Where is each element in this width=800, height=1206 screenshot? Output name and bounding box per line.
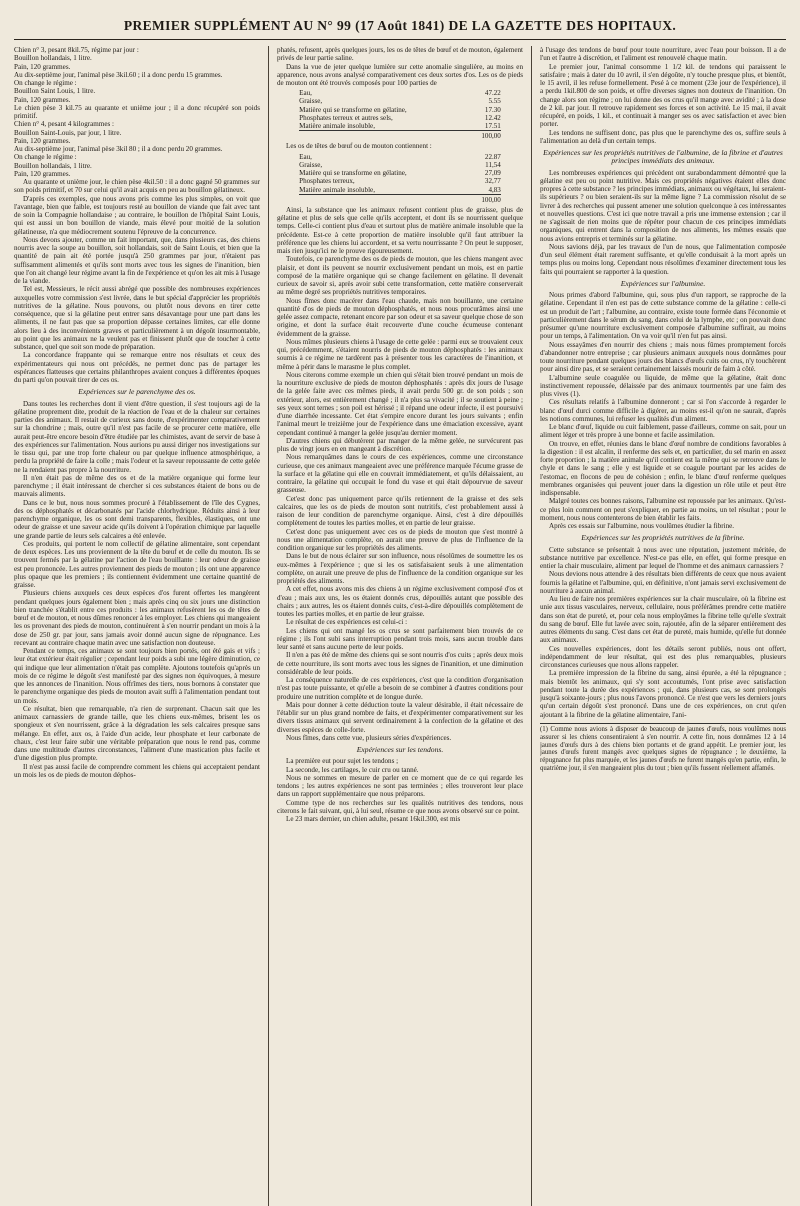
total-label-cell (299, 194, 470, 204)
component-value: 17.30 (484, 105, 501, 114)
columns (14, 40, 786, 1206)
component-label: Graisse, (299, 160, 323, 169)
paragraph: Nous fîmes donc macérer dans l'eau chaude, mais non bouillante, une certaine quantité d'os de pieds de mouton déphosphatés, et nous nous procurâmes ainsi une gelée assez compacte, retenant encore par son odeur et sa saveur quelque chose de son origine, et dont la surface était recouverte d'une couche écumeuse contenant évidemment de la graisse. (277, 296, 523, 338)
paragraph: phatés, refusent, après quelques jours, les os de têtes de bœuf et de mouton, également privés de leur partie saline. (277, 46, 523, 63)
component-value: 27,09 (484, 169, 501, 178)
paragraph: Nous savions déjà, par les travaux de l'un de nous, que l'alimentation composée d'un seul élément était rarement suffisante, et qu'elle conduisait à la mort après un temps plus ou moins long. Cependant nous résolûmes d'examiner directement tous les faits qui pourraient se rapporter à la question. (540, 242, 786, 276)
column-1 (14, 46, 260, 1206)
component-label: Eau, (299, 152, 312, 161)
table-row (299, 161, 501, 169)
component-value: 47.22 (484, 89, 501, 98)
total-value: 100,00 (470, 131, 501, 141)
component-label: Graisse, (299, 97, 323, 106)
table-row (299, 122, 501, 131)
table-row (299, 89, 501, 97)
paragraph: Il n'en était pas de même des os et de la matière organique qui forme leur parenchyme ; il était intéressant de chercher si ces substances étaient de bons ou de mauvais aliments. (14, 473, 260, 499)
component-label: Matière qui se transforme en gélatine, (299, 105, 407, 114)
paragraph: L'albumine seule coagulée ou liquide, de même que la gélatine, était donc instinctivement repoussée, délaissée par des animaux tourmentés par une faim des plus vives (1). (540, 373, 786, 398)
paragraph: Malgré toutes ces bonnes raisons, l'albumine est repoussée par les animaux. Qu'est-ce plus loin comment on peut s'expliquer, en partie au moins, un tel résultat ; pour le moment, nous nous contenterons de bien établir les faits. (540, 497, 786, 522)
column-3 (540, 46, 786, 1206)
paragraph: Au lieu de faire nos premières expériences sur la chair musculaire, où la fibrine est unie aux tissus vasculaires, nerveux, cellulaire, nous préférâmes prendre cette matière dans son état de pureté, et, pour cela nous employâmes la fibrine telle qu'elle s'extrait du sang de bœuf. Elle fut lavée avec soin, rajoutée, afin de la séparer entièrement des autres éléments du sang. C'est dans cet état de pureté, mais humide, qu'elle fut donnée aux animaux. (540, 595, 786, 645)
paragraph: Dans le but de nous éclairer sur son influence, nous résolûmes de soumettre les os eux-mêmes à l'expérience ; que si les os satisfaisaient seuls à une alimentation complète, on aurait une preuve de plus de l'influence de la condition organique sur les propriétés des aliments. (277, 552, 523, 586)
component-value: 11,54 (485, 160, 501, 169)
paragraph: Nous devons ajouter, comme un fait important, que, dans plusieurs cas, des chiens nourris avec la soupe au bouillon, soit hollandais, soit de Saint Louis, et bien que la quantité de pain ait été portée jusqu'à 250 grammes par jour, n'étaient pas suffisamment alimentés et qu'ils sont morts avec tous les signes de l'inanition, bien que l'on ait changé leur régime avant la fin de l'expérience et qu'on les ait mis à l'usage de la viande. (14, 235, 260, 285)
paragraph: Les chiens qui ont mangé les os crus se sont parfaitement bien trouvés de ce régime ; ils l'ont subi sans interruption pendant trois mois, sans aucun trouble dans leur santé et sans aucune perte de leur poids. (277, 626, 523, 652)
component-value: 17.51 (484, 122, 501, 131)
table-total-row (299, 131, 501, 141)
paragraph: Mais pour donner à cette déduction toute la valeur désirable, il était nécessaire de l'établir sur un plus grand nombre de faits, et d'expérimenter comparativement sur les divers tissus animaux qui servent ordinairement à la confection de la gélatine et des diverses espèces de colle-forte. (277, 700, 523, 734)
paragraph: Ces nouvelles expériences, dont les détails seront publiés, nous ont offert, indépendamment de leur résultat, qui est des plus remarquables, plusieurs circonstances curieuses que nous allons rappeler. (540, 644, 786, 669)
component-value: 32,77 (484, 177, 501, 186)
paragraph: Le 23 mars dernier, un chien adulte, pesant 16kil.300, est mis (286, 815, 461, 824)
column-3-body (540, 46, 786, 719)
paragraph: A cet effet, nous avons mis des chiens à un régime exclusivement composé d'os et d'eau ; mais aux uns, les os étaient donnés crus, dépouillés autant que possible des chairs ; aux autres, les os étaient donnés cuits, c'est-à-dire dépouillés complètement de toutes les parties molles, et en partie de leur graisse. (277, 585, 523, 619)
table-total-row (299, 194, 501, 204)
component-label: Matière qui se transforme en gélatine, (299, 169, 407, 178)
paragraph: Pain, 120 grammes. (14, 95, 71, 104)
total-label-cell (299, 131, 470, 141)
component-label: Phosphates terreux et autres sels, (299, 113, 393, 122)
paragraph: On change le régime : (14, 79, 77, 87)
paragraph: Nous primes d'abord l'albumine, qui, sous plus d'un rapport, se rapproche de la gélatine. Cependant il n'en est pas de cette substance comme de la gélatine : celle-ci est un produit de l'art ; l'albumine, au contraire, existe toute formée dans l'économie et particulièrement dans le sérum du sang, dans celui de la lymphe, etc ; on pouvait donc présumer qu'une nourriture exclusivement composée d'albumine suffirait, au moins pour un temps, à l'alimentation. On va voir qu'il n'en fut pas ainsi. (540, 291, 786, 341)
paragraph: Le blanc d'œuf, liquide ou cuit faiblement, passe d'ailleurs, comme on sait, pour un aliment léger et très propre à une bonne et facile assimilation. (540, 423, 786, 440)
paragraph: Bouillon hollandais, 1 litre. (14, 54, 92, 63)
paragraph: Cet'est donc pas uniquement parce qu'ils retiennent de la graisse et des sels calcaires, que les os de pieds de mouton sont nutritifs, c'est probablement aussi à raison de leur condition de parenchyme organique. Ainsi, c'est à dire dépouillés complètement de toutes les parties molles, et en partie de leur graisse. (277, 494, 523, 528)
column-2-body (277, 206, 523, 824)
paragraph: Le premier jour, l'animal consomme 1 1/2 kil. de tendons qui paraissent le satisfaire ; mais à dater du 10 avril, il s'en dégoûte, n'y touche presque plus, et bientôt, le 15 avril, il les refuse formellement. Pesé à ce moment (23e jour de l'expérience), il a perdu 1kil.800 de son poids, et offre diverses signes non douteux de l'inanition. On change alors son régime ; on lui donne des os crus qu'il mange avec avidité ; à la dose de 2 kil. par jour. Il retrouve rapidement ses forces et son activité. Le 15 mai, il avait récupéré, en poids, 1 kil., et continuait à manger ses os avec satisfaction et avec bien porter. (540, 62, 786, 129)
paragraph: D'après ces exemples, que nous avons pris comme les plus simples, on voit que l'avantage, bien que faible, est toujours resté au bouillon de viande que fait avec tant de soin la Compagnie hollandaise ; au contraire, le bouillon de l'hôpital Saint Louis, qui est aussi un bon bouillon de viande, mais élevé pour moitié de la solution gélatineuse, n'a que médiocrement soutenu l'épreuve de la concurrence. (14, 194, 260, 236)
paragraph: Nous citerons comme exemple un chien qui s'était bien trouvé pendant un mois de la nourriture exclusive de pieds de mouton déphosphatés : après dix jours de l'usage de la gelée faite avec ces mêmes pieds, il avait perdu 500 gr. de son poids ; son extérieur, alors, est entièrement changé ; il n'a plus sa vivacité ; il se soutient à peine ; ses yeux sont ternes ; son poil est hérissé ; il répand une odeur infecte, il est poursuivi d'une diarrhée incessante. Cet état s'empire encore durant les jours suivants ; enfin l'animal meurt le treizième jour de l'expérience dans une émaciation excessive, ayant cependant continué à manger la gelée jusqu'au dernier moment. (277, 370, 523, 437)
paragraph: La seconde, les cartilages, le cuir cru ou tanné. (286, 765, 419, 774)
paragraph: D'autres chiens qui débutèrent par manger de la même gelée, ne survécurent pas plus de vingt jours en en mangeant à discrétion. (277, 436, 523, 454)
paragraph: Dans la vue de jeter quelque lumière sur cette anomalie singulière, au moins en apparence, nous avons analysé comparativement ces deux sortes d'os. Les os de pieds de mouton ont été trouvés composés pour 100 parties de (277, 62, 523, 87)
paragraph: Chien n° 3, pesant 8kil.75, régime par jour : (14, 46, 139, 54)
footnote: (1) Comme nous avions à disposer de beaucoup de jaunes d'œufs, nous voulûmes nous assurer si les chiens consentiraient à s'en nourrir. A cette fin, nous donnâmes 12 à 14 jaunes d'œufs durs à des chiens bien portants et de grand appétit. Le premier jour, les jaunes d'œufs furent mangés avec quelques signes de répugnance ; le deuxième, la répugnance fut plus marquée, et les jaunes d'œufs ne furent mangés qu'en partie, enfin, le quatrième jour, il s'en mangeaient plus du tout ; bien qu'ils fussent réellement affamés. (540, 723, 786, 773)
section-title: Expériences sur les propriétés nutritives de l'albumine, de la fibrine et d'autres principes immédiats des animaux. (543, 148, 783, 166)
component-value: 12.42 (484, 113, 501, 122)
page-header: PREMIER SUPPLÉMENT AU N° 99 (17 Août 1841) DE LA GAZETTE DES HOPITAUX. (14, 14, 786, 40)
paragraph: Il n'est pas aussi facile de comprendre comment les chiens qui acceptaient pendant un mois les os de pieds de mouton déphos- (14, 762, 260, 779)
table-row (299, 169, 501, 177)
paragraph: La concordance frappante qui se remarque entre nos résultats et ceux des expérimentateurs qui nous ont précédés, ne permet donc pas de partager les espérances flatteuses que certains philanthropes avaient conçues à différentes époques du parti qu'on pouvait tirer de ces os. (14, 351, 260, 384)
paragraph: Plusieurs chiens auxquels ces deux espèces d'os furent offertes les mangèrent pendant quelques jours également bien ; mais après cinq ou six jours une distinction bien tranchée s'établit entre ces produits : les animaux refusèrent les os de têtes de bœuf et de mouton, et nous dûmes renoncer à les employer. Les chiens qui mangeaient les os provenant des pieds de mouton, continuèrent à s'en nourrir pendant un mois à la dose de 250 gr. par jour, sans jamais avoir donné aucun signe de répugnance. Les recevant au contraire chaque matin avec une satisfaction non douteuse. (14, 589, 260, 647)
paragraph: Nous fîmes, dans cette vue, plusieurs séries d'expériences. (286, 733, 452, 742)
paragraph: Nous remarquâmes dans le cours de ces expériences, comme une circonstance curieuse, que ces animaux mangeaient avec une préférence marquée l'écume grasse de la surface et la gélatine qui elle en couvrait immédiatement, et qu'ils délaissaient, au contraire, la gélatine qui occupait le fond du vase et qui était dépourvue de saveur grasseuse. (277, 453, 523, 495)
paragraph: Dans toutes les recherches dont il vient d'être question, il s'est toujours agi de la gélatine proprement dite, produit de la réaction de l'eau et de la chaleur sur certaines parties des animaux. Il restait de curieux sans doute, d'expérimenter comparativement sur la chondrine ; mais, outre qu'il n'est pas facile de se procurer cette matière, elle aurait peut-être encore besoin d'être étudiée par les chimistes, avant de servir de base à des expériences sur l'alimentation. Nous aurions pu aussi diriger nos investigations sur le tissu qui, par une trop forte chaleur ou par quelque influence atmosphérique, a perdu la propriété de faire la colle ; mais l'odeur et la saveur repoussante de cette gelée ne la rendaient pas propre à la nourriture. (14, 399, 260, 474)
table-row (299, 97, 501, 105)
component-label: Matière animale insoluble, (299, 185, 375, 194)
paragraph: Dans ce le but, nous nous sommes procuré à l'établissement de l'île des Cygnes, des os déphosphatés et décarbonatés par l'acide chlorhydrique. Réduits ainsi à leur parenchyme organique, les os sont demi transparents, flexibles, élastiques, ont une odeur de graisse et une saveur acide qu'ils doivent à l'opération chimique par laquelle une grande partie de leurs sels calcaires a été enlevée. (14, 498, 260, 540)
paragraph: Après ces essais sur l'albumine, nous voulûmes étudier la fibrine. (549, 522, 735, 530)
paragraph: La première eut pour sujet les tendons ; (286, 757, 399, 766)
paragraph: Ainsi, la substance que les animaux refusent contient plus de graisse, plus de gélatine et plus de sels que celle qu'ils acceptent, et dont ils se nourrissent quelque temps. Celle-ci contient plus d'eau et surtout plus de matière animale insoluble que la précédente. Est-ce à cette proportion de matière insoluble qu'il faut attribuer la préférence que les chiens lui accordent, et sa vertu nourrissante ? On peut le supposer, mais rien jusqu'ici ne le prouve rigoureusement. (277, 205, 523, 256)
paragraph: Au dix-septième jour, l'animal pèse 3kil 80 ; il a donc perdu 20 grammes. (14, 145, 223, 153)
column-2 (277, 46, 523, 1206)
paragraph: Toutefois, ce parenchyme des os de pieds de mouton, que les chiens mangent avec plaisir, et dont ils peuvent se nourrir exclusivement pendant un mois, est en partie composé de la matière organique qui se change facilement en gélatine. Il devenait curieux de savoir si, après avoir subi cette transformation, cette matière conserverait au même degré ses propriétés nutritives temporaires. (277, 255, 523, 297)
section-title: Expériences sur les propriétés nutritives de la fibrine. (581, 533, 745, 543)
paragraph: Chien n° 4, pesant 4 kilogrammes : (14, 120, 114, 129)
paragraph: Au quarante et unième jour, le chien pèse 4kil.50 : il a donc gagné 50 grammes sur son poids primitif, et 70 sur celui qu'il avait acquis en peu au bouillon gélatineux. (14, 178, 260, 195)
paragraph: Pain, 120 grammes. (14, 136, 71, 145)
paragraph: Les os de têtes de bœuf ou de mouton contiennent : (286, 142, 432, 151)
paragraph: Pain, 120 grammes. (14, 62, 71, 71)
paragraph: Le résultat de ces expériences est celui-ci : (286, 618, 408, 627)
table-row (299, 177, 501, 185)
section-title: Expériences sur les tendons. (356, 745, 444, 755)
paragraph: La conséquence naturelle de ces expériences, c'est que la condition d'organisation n'est pas toute puissante, et qu'elle a besoin de se combiner à d'autres conditions pour produire une nutrition complète et de longue durée. (277, 676, 523, 701)
paragraph: Pendant ce temps, ces animaux se sont toujours bien portés, ont été gais et vifs ; leur état extérieur était régulier ; cependant leur poids a subi une légère diminution, ce qui indique que leur alimentation n'était pas complète. Ajoutons toutefois qu'après un mois de ce régime le dégoût s'est manifesté par des signes non équivoques, à mesure que les annonces de l'inanition. Nous offrîmes des tiers, nous bornons à constater que le parenchyme organique des pieds de mouton avait suffi à l'alimentation pendant tout un mois. (14, 647, 260, 705)
component-label: Eau, (299, 89, 312, 98)
paragraph: Bouillon Saint-Louis, par jour, 1 litre. (14, 128, 122, 137)
paragraph: Nous devions nous attendre à des résultats bien différents de ceux que nous avaient fournis la gélatine et l'albumine, qui, en définitive, n'ont jamais servi exclusivement de nourriture à aucun animal. (540, 570, 786, 595)
paragraph: On trouve, en effet, réunies dans le blanc d'œuf nombre de conditions favorables à la digestion : il est alcalin, il renferme des sels et, en particulier, du sel marin en assez forte proportion ; la matière animale qu'il contient est la même qui se retrouve dans le chyle et dans le sang ; elle y est liquide et se coagule pourtant par les acides de l'estomac, en flocons de peu de cohésion ; enfin, le blanc d'œuf renferme quelques membranes organisées qui peuvent jouer dans la digestion un rôle utile et peut être indispensable. (540, 439, 786, 497)
paragraph: Les tendons ne suffisent donc, pas plus que le parenchyme des os, suffire seuls à l'alimentation au delà d'un certain temps. (540, 128, 786, 145)
paragraph: à l'usage des tendons de bœuf pour toute nourriture, avec l'eau pour boisson. Il a de l'un et l'autre à discrétion, et l'aliment est renouvelé chaque matin. (540, 46, 786, 63)
paragraph: Nous ne sommes en mesure de parler en ce moment que de ce qui regarde les tendons ; les autres expériences ne sont pas terminées ; elles trouveront leur place dans un rapport supplémentaire que nous préparons. (277, 773, 523, 799)
paragraph: Les nombreuses expériences qui précèdent ont surabondamment démontré que la gélatine est peu ou point nutritive. Mais ces propriétés négatives étaient elles donc propres à cette substance ? les principes immédiats, animaux ou végétaux, lui seraient-ils supérieurs ? ou bien seraient-ils sur la même ligne ? La commission résolut de se livrer à des recherches qui pussent amener une solution quelconque à ces intéressantes et nouvelles questions. C'est ici que notre travail a pris une immense extension ; car il ne s'agissait de rien moins que de répéter pour chacun de ces principes immédiats organiques, qui entrent dans la composition de nos aliments, les mêmes essais que nous avions entrepris et terminés sur la gélatine. (540, 168, 786, 243)
paragraph: Bouillon Saint Louis, 1 litre. (14, 87, 96, 96)
composition-table-feet (299, 89, 501, 140)
paragraph: Pain, 120 grammes. (14, 169, 71, 178)
paragraph: La première impression de la fibrine du sang, ainsi épurée, a été la répugnance ; mais bientôt les animaux, qui s'y sont accoutumés, l'ont prise avec satisfaction pendant toute la durée des expériences ; qui, dans plusieurs cas, se sont prolongés jusqu'à soixante-jours ; plus nous l'avons prononcé. Ce n'est que vers les derniers jours qu'un certain dégoût s'est prononcé. Dans une de ces expériences, on crut qu'en ajoutant à la fibrine de la gélatine alimentaire, l'ani- (540, 669, 786, 719)
paragraph: Ces produits, qui portent le nom collectif de gélatine alimentaire, sont cependant de deux espèces. Les uns proviennent de la tête du bœuf et de celle du mouton. Ils se trouvent fermés par la gélatine par l'action de l'eau bouillante : leur odeur de graisse est peu prononcée. Les autres proviennent des pieds de mouton ; ils ont une apparence plus opaque que les premiers ; ils contiennent évidemment une certaine quantité de graisse. (14, 539, 260, 589)
component-label: Phosphates terreux, (299, 177, 355, 186)
table-row (299, 186, 501, 195)
table-row (299, 114, 501, 122)
column-divider (531, 46, 532, 1206)
paragraph: Cette substance se présentait à nous avec une réputation, justement méritée, de substance nutritive par excellence. N'est-ce pas elle, en effet, qui forme presque en entier la chair musculaire, aliment par lequel de l'homme et des animaux carnassiers ? (540, 545, 786, 570)
component-value: 5.55 (488, 97, 501, 106)
paragraph: Cet'est donc pas uniquement avec ces os de pieds de mouton que s'est montré à nous une alimentation complète, on aurait une preuve de plus de l'influence de la condition organique sur les propriétés des aliments. (277, 527, 523, 553)
paragraph: Au dix-septième jour, l'animal pèse 3kil.60 ; il a donc perdu 15 grammes. (14, 70, 223, 79)
component-value: 22.87 (484, 152, 501, 161)
paragraph: Tel est, Messieurs, le récit aussi abrégé que possible des nombreuses expériences auxquelles votre commission s'est livrée, dans le but spécial d'apprécier les propriétés nutritives de la gélatine. Nous pouvons, ou plutôt nous devons en tirer cette conséquence, que si la gélatine peut entrer sans désavantage pour une part dans les aliments, il ne faut pas que sa proportion dépasse certaines limites, car elle donne alors lieu à des inconvénients graves et particulièrement à un dégoût insurmontable, au point que les animaux ne la veulent pas et finissent plutôt que de toucher à cette substance, quel que soit son mode de préparation. (14, 285, 260, 351)
paragraph: Bouillon hollandais, 1 litre. (14, 161, 92, 170)
paragraph: Ce résultat, bien que remarquable, n'a rien de surprenant. Chacun sait que les animaux carnassiers de grande taille, que les chiens eux-mêmes, brisent les os spongieux et s'en nourrissent, grâce à la dégradation les sels calcaires presque sans mélange. En effet, aux os, à l'aide d'un acide, leur phosphate et leur carbonate de chaux, c'est leur faire subir une véritable préparation que nous le rend pas, comme dans une multitude d'autres circonstances, l'aliment d'une mastication plus facile et d'une digestion plus prompte. (14, 704, 260, 763)
paragraph: Il n'en a pas été de même des chiens qui se sont nourris d'os cuits ; après deux mois de cette nourriture, ils sont morts avec tous les signes de l'inanition, et une diminution considérable de leur poids. (277, 651, 523, 676)
table-row (299, 106, 501, 114)
column-divider (268, 46, 269, 1206)
section-title: Expériences sur l'albumine. (620, 278, 706, 288)
paragraph: Ces résultats relatifs à l'albumine donneront ; car si l'on s'accorde à regarder le blanc d'œuf durci comme difficile à digérer, au moins est-il qu'on ne saurait, d'après les notions communes, lui refuser les qualités d'un aliment. (540, 398, 786, 423)
paragraph: Nous essayâmes d'en nourrir des chiens ; mais nous fûmes promptement forcés d'abandonner notre entreprise ; car plusieurs animaux auxquels nous donnâmes pour toute nourriture pendant quelques jours des blancs d'œufs cuits ou crus, n'y touchèrent pour ainsi dire pas, et se seraient certainement laissés mourir de faim à côté. (540, 340, 786, 374)
paragraph: Nous mîmes plusieurs chiens à l'usage de cette gelée : parmi eux se trouvaient ceux qui, précédemment, s'étaient nourris de pieds de mouton déphosphatés : les animaux soumis à ce régime ne tardèrent pas à présenter tous les caractères de l'inanition, et même à périr dans le marasme le plus complet. (277, 337, 523, 371)
composition-table-heads (299, 153, 501, 204)
paragraph: Le chien pèse 3 kil.75 au quarante et unième jour ; il a donc récupéré son poids primitif. (14, 103, 260, 120)
total-value: 100,00 (470, 194, 501, 204)
paragraph: Comme type de nos recherches sur les qualités nutritives des tendons, nous citerons le fait suivant, qui, à lui seul, résume ce que nous avons observé sur ce point. (277, 798, 523, 815)
section-title: Expériences sur le parenchyme des os. (78, 387, 196, 397)
component-value: 4,83 (488, 185, 501, 194)
component-label: Matière animale insoluble, (299, 122, 375, 131)
table-row (299, 153, 501, 161)
paragraph: On change le régime : (14, 153, 77, 162)
